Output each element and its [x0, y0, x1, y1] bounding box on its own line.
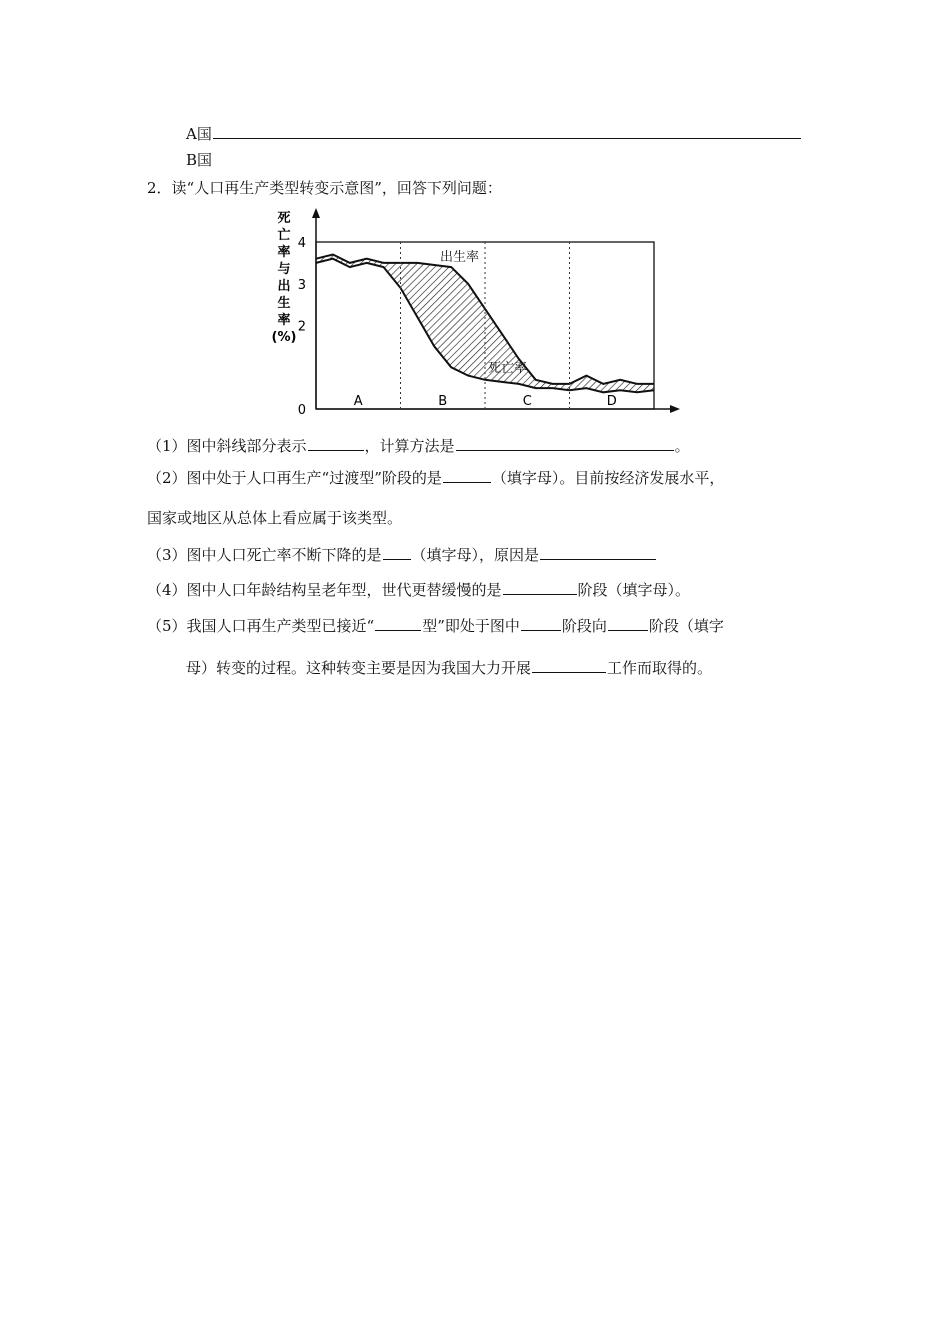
- q5-mid3: 阶段（填字: [648, 617, 724, 635]
- q4-mid: 阶段（填字母）。: [577, 581, 691, 599]
- q1-answer-blank-2[interactable]: [456, 436, 674, 451]
- stage-label: C: [522, 394, 532, 409]
- q3-answer-blank-2[interactable]: [540, 545, 656, 560]
- q5-cont2: 工作而取得的。: [607, 659, 713, 677]
- y-axis-ticks: [298, 236, 306, 418]
- q5-mid2: 阶段向: [561, 617, 607, 635]
- y-axis-label-char: 率: [277, 245, 291, 260]
- q1-answer-blank-1[interactable]: [308, 436, 364, 451]
- q4-answer-blank[interactable]: [503, 580, 577, 595]
- q5-answer-blank-1[interactable]: [375, 616, 421, 631]
- b-country-label: B国: [186, 151, 213, 169]
- y-tick-label: 2: [297, 319, 306, 335]
- y-axis-arrow: [312, 208, 320, 218]
- q5-cont1: 母）转变的过程。这种转变主要是因为我国大力开展: [186, 659, 532, 677]
- question-2-continued: 国家或地区从总体上看应属于该类型。: [147, 509, 403, 527]
- q2-mid: （填字母）。目前按经济发展水平，: [491, 469, 725, 487]
- a-country-answer-blank[interactable]: [213, 124, 801, 139]
- population-transition-chart: [262, 206, 692, 421]
- q3-prefix: （3）图中人口死亡率不断下降的是: [147, 546, 382, 564]
- q2-prefix: （2）图中处于人口再生产“过渡型”阶段的是: [147, 469, 442, 487]
- stage-label: B: [438, 394, 448, 409]
- y-axis-label-char: 率: [277, 313, 291, 328]
- stage-labels: [354, 394, 617, 409]
- question-5: [147, 616, 724, 636]
- y-axis-label-char: 生: [277, 296, 291, 311]
- q2-answer-blank[interactable]: [443, 468, 491, 483]
- y-axis-label-char: 出: [277, 279, 291, 294]
- question-2-title: 2．读“人口再生产类型转变示意图”，回答下列问题：: [147, 179, 502, 197]
- q4-prefix: （4）图中人口年龄结构呈老年型，世代更替缓慢的是: [147, 581, 502, 599]
- y-axis-label-char: 死: [277, 211, 291, 226]
- stage-label: A: [353, 394, 363, 409]
- question-1: [147, 436, 690, 456]
- death-rate-label: 死亡率: [488, 361, 528, 376]
- y-axis-label-char: 与: [277, 262, 291, 277]
- y-axis-label-char: 亡: [277, 228, 291, 243]
- stage-label: D: [606, 394, 617, 409]
- a-country-line: [186, 124, 802, 144]
- b-country-line: [186, 150, 212, 170]
- q1-prefix: （1）图中斜线部分表示: [147, 437, 307, 455]
- y-axis-label: [272, 210, 297, 345]
- q1-mid: ，计算方法是: [364, 437, 455, 455]
- q5-answer-blank-4[interactable]: [532, 658, 606, 673]
- a-country-label: A国: [186, 125, 212, 143]
- q5-answer-blank-2[interactable]: [521, 616, 561, 631]
- question-2: [147, 468, 724, 488]
- x-axis-arrow: [670, 405, 680, 413]
- y-tick-label: 4: [297, 236, 306, 251]
- q1-end: 。: [674, 437, 690, 455]
- q3-answer-blank-1[interactable]: [383, 545, 411, 560]
- q5-prefix: （5）我国人口再生产类型已接近“: [147, 617, 375, 635]
- question-3: [147, 545, 657, 565]
- q5-mid1: 型”即处于图中: [422, 617, 520, 635]
- birth-rate-label: 出生率: [440, 250, 480, 265]
- y-tick-label: 0: [297, 403, 306, 418]
- question-4: [147, 580, 690, 600]
- y-tick-label: 3: [297, 277, 306, 293]
- q5-answer-blank-3[interactable]: [608, 616, 648, 631]
- y-axis-label-char: (%): [271, 330, 297, 345]
- question-5-continued: [186, 658, 712, 678]
- q3-mid: （填字母），原因是: [411, 546, 540, 564]
